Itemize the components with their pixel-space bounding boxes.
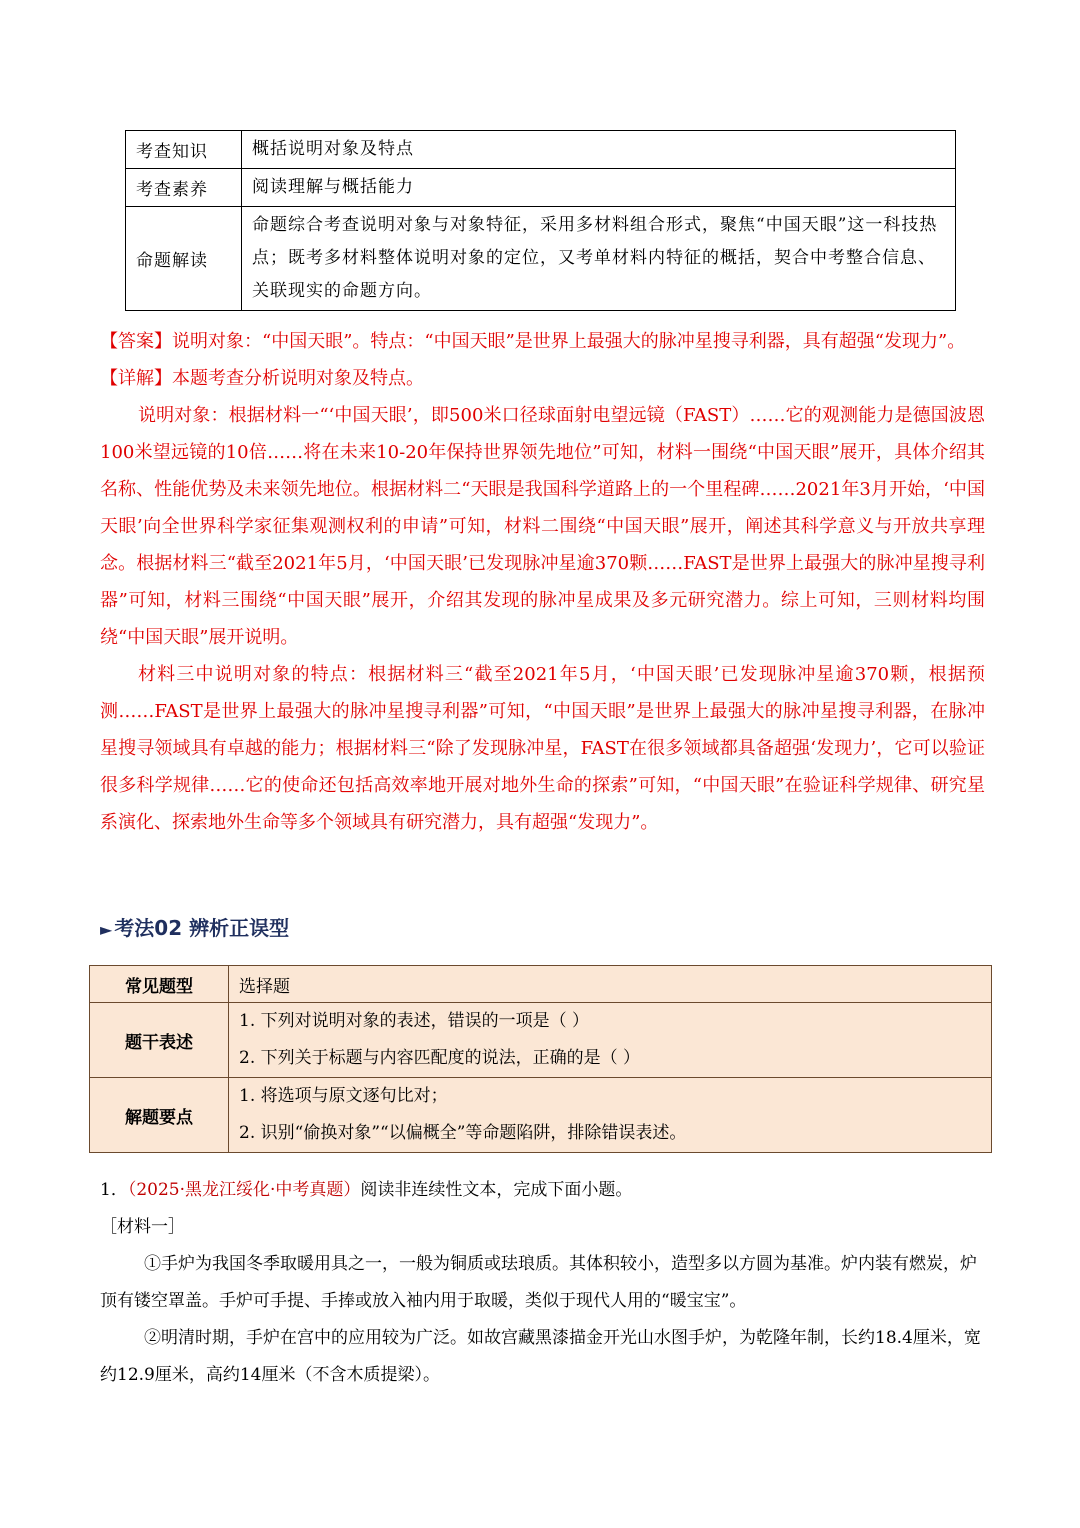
material-paragraph-2: ②明清时期，手炉在宫中的应用较为广泛。如故宫藏黑漆描金开光山水图手炉，为乾隆年制，长约18.4厘米，宽约12.9厘米，高约14厘米（不含木质提梁）。	[100, 1328, 981, 1385]
row-key: 命题解读	[126, 207, 242, 311]
exam-info-table	[125, 130, 956, 311]
row-value: 阅读理解与概括能力	[242, 169, 956, 207]
tip-line: 2. 识别“偷换对象”“以偏概全”等命题陷阱，排除错误表述。	[239, 1123, 687, 1143]
row-key: 考查素养	[126, 169, 242, 207]
table-row	[126, 131, 956, 169]
answer-text: 说明对象：“中国天眼”。特点：“中国天眼”是世界上最强大的脉冲星搜寻利器，具有超强“发现力”。	[172, 331, 966, 352]
table-row	[126, 169, 956, 207]
detail-paragraph-2: 材料三中说明对象的特点：根据材料三“截至2021年5月，‘中国天眼’已发现脉冲星逾370颗，根据预测……FAST是世界上最强大的脉冲星搜寻利器”可知，“中国天眼”是世界上最强大的脉冲星搜寻利器，在脉冲星搜寻领域具有卓越的能力；根据材料三“除了发现脉冲星，FAST在很多领域都具备超强‘发现力’，它可以验证很多科学规律……它的使命还包括高效率地开展对地外生命的探索”可知，“中国天眼”在验证科学规律、研究星系演化、探索地外生命等多个领域具有研究潜力，具有超强“发现力”。	[100, 664, 985, 833]
row-key: 题干表述	[90, 1003, 229, 1078]
row-key: 考查知识	[126, 131, 242, 169]
tip-line: 1. 将选项与原文逐句比对；	[239, 1086, 448, 1106]
row-value	[229, 1003, 992, 1078]
option-line: 1. 下列对说明对象的表述，错误的一项是（ ）	[239, 1011, 590, 1031]
answer-block	[100, 323, 985, 841]
answer-paragraph	[100, 323, 985, 360]
detail-tag: 【详解】	[100, 368, 172, 389]
material-label: ［材料一］	[100, 1217, 185, 1237]
row-value: 概括说明对象及特点	[242, 131, 956, 169]
triangle-marker-icon: ►	[100, 920, 113, 939]
table-row	[90, 1078, 992, 1153]
row-value	[229, 1078, 992, 1153]
row-key: 常见题型	[90, 966, 229, 1003]
row-value: 选择题	[229, 966, 992, 1003]
table-row	[126, 207, 956, 311]
section-heading	[100, 912, 289, 941]
material-paragraph-1: ①手炉为我国冬季取暖用具之一，一般为铜质或珐琅质。其体积较小，造型多以方圆为基准。炉内装有燃炭，炉顶有镂空罩盖。手炉可手提、手捧或放入袖内用于取暖，类似于现代人用的“暖宝宝”。	[100, 1254, 977, 1311]
detail-intro	[100, 360, 985, 397]
method-table	[89, 965, 992, 1153]
question-source: （2025·黑龙江绥化·中考真题）	[127, 1180, 361, 1200]
table-row	[90, 966, 992, 1003]
detail-intro-text: 本题考查分析说明对象及特点。	[172, 368, 424, 389]
detail-paragraph-1: 说明对象：根据材料一“‘中国天眼’，即500米口径球面射电望远镜（FAST）……它的观测能力是德国波恩100米望远镜的10倍……将在未来10-20年保持世界领先地位”可知，材料一围绕“中国天眼”展开，具体介绍其名称、性能优势及未来领先地位。根据材料二“天眼是我国科学道路上的一个里程碑……2021年3月开始，‘中国天眼’向全世界科学家征集观测权利的申请”可知，材料二围绕“中国天眼”展开，阐述其科学意义与开放共享理念。根据材料三“截至2021年5月，‘中国天眼’已发现脉冲星逾370颗……FAST是世界上最强大的脉冲星搜寻利器”可知，材料三围绕“中国天眼”展开，介绍其发现的脉冲星成果及多元研究潜力。综上可知，三则材料均围绕“中国天眼”展开说明。	[100, 405, 985, 648]
question-block	[100, 1172, 985, 1394]
table-row	[90, 1003, 992, 1078]
question-instruction: 阅读非连续性文本，完成下面小题。	[360, 1180, 633, 1200]
section-title: 考法02 辨析正误型	[114, 916, 290, 940]
question-heading	[100, 1172, 985, 1209]
row-key: 解题要点	[90, 1078, 229, 1153]
question-number: 1．	[100, 1180, 128, 1200]
answer-tag: 【答案】	[100, 331, 172, 352]
row-value: 命题综合考查说明对象与对象特征，采用多材料组合形式，聚焦“中国天眼”这一科技热点；既考多材料整体说明对象的定位，又考单材料内特征的概括，契合中考整合信息、关联现实的命题方向。	[242, 207, 956, 311]
option-line: 2. 下列关于标题与内容匹配度的说法，正确的是（ ）	[239, 1048, 641, 1068]
